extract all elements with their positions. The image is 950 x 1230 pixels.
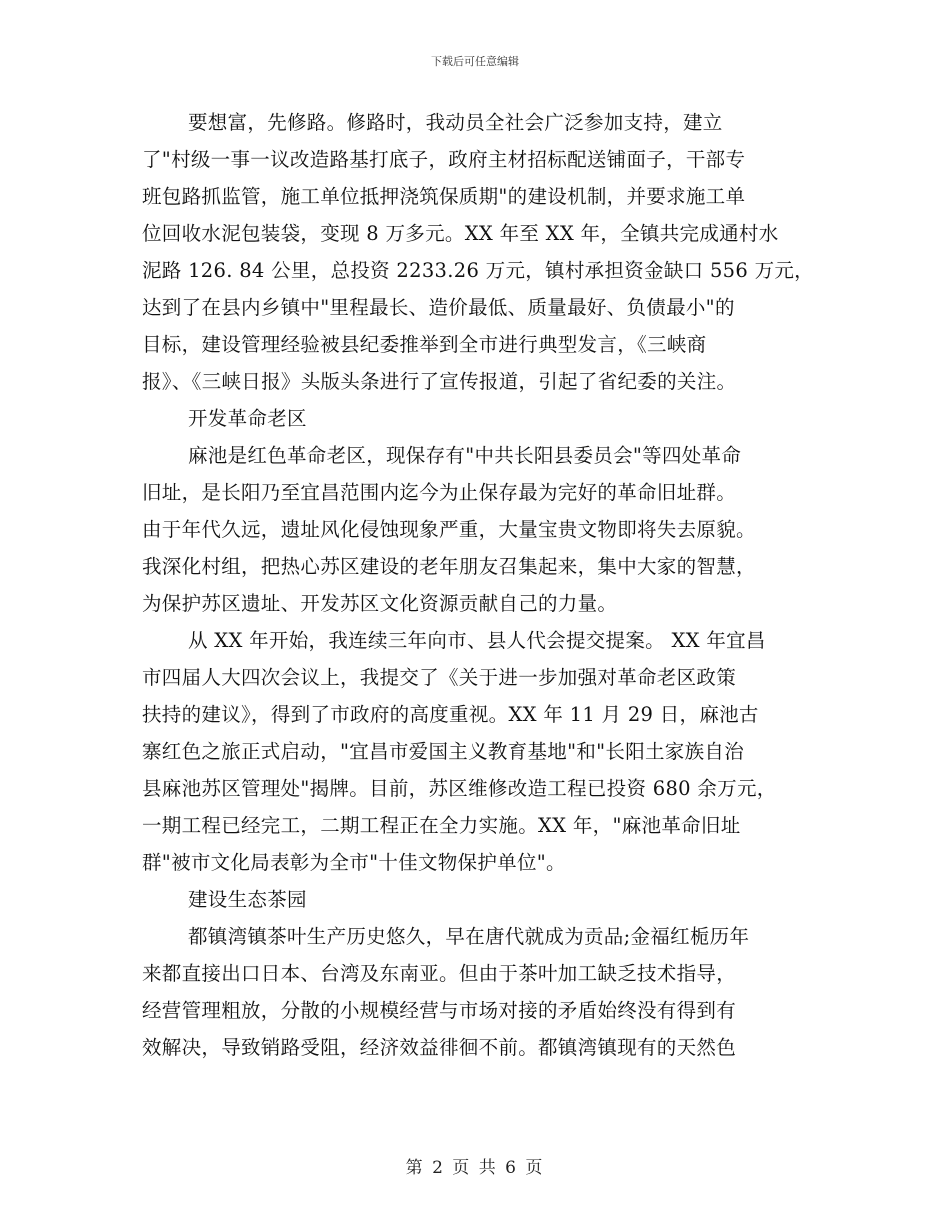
text-line: 了"村级一事一议改造路基打底子，政府主材招标配送铺面子，干部专 xyxy=(142,148,746,171)
text-line: 要想富，先修路。修路时，我动员全社会广泛参加支持，建立 xyxy=(188,111,723,134)
text-line: 旧址，是长阳乃至宜昌范围内迄今为止保存最为完好的革命旧址群。 xyxy=(142,481,737,504)
page-header: 下载后可任意编辑 xyxy=(431,55,519,68)
text-line: 开发革命老区 xyxy=(188,407,307,430)
text-line: 位回收水泥包装袋，变现 8 万多元。XX 年至 XX 年，全镇共完成通村水 xyxy=(142,222,779,245)
text-line: 县麻池苏区管理处"揭牌。目前，苏区维修改造工程已投资 680 余万元， xyxy=(142,777,777,800)
text-line: 为保护苏区遗址、开发苏区文化资源贡献自己的力量。 xyxy=(142,592,618,615)
text-line: 建设生态茶园 xyxy=(188,888,307,911)
text-line: 达到了在县内乡镇中"里程最长、造价最低、质量最好、负债最小"的 xyxy=(142,296,735,319)
text-line: 麻池是红色革命老区，现保存有"中共长阳县委员会"等四处革命 xyxy=(188,444,742,467)
text-line: 我深化村组，把热心苏区建设的老年朋友召集起来，集中大家的智慧， xyxy=(142,555,756,578)
text-line: 由于年代久远，遗址风化侵蚀现象严重，大量宝贵文物即将失去原貌。 xyxy=(142,518,756,541)
text-line: 报》、《三峡日报》头版头条进行了宣传报道，引起了省纪委的关注。 xyxy=(142,370,737,393)
text-line: 都镇湾镇茶叶生产历史悠久，早在唐代就成为贡品;金福红栀历年 xyxy=(188,925,750,948)
text-line: 目标，建设管理经验被县纪委推举到全市进行典型发言，《三峡商 xyxy=(142,333,707,356)
text-line: 班包路抓监管，施工单位抵押浇筑保质期"的建设机制，并要求施工单 xyxy=(142,185,746,208)
text-line: 经营管理粗放，分散的小规模经营与市场对接的矛盾始终没有得到有 xyxy=(142,999,737,1022)
text-line: 扶持的建议》，得到了市政府的高度重视。XX 年 11 月 29 日，麻池古 xyxy=(142,703,759,726)
text-line: 泥路 126. 84 公里，总投资 2233.26 万元，镇村承担资金缺口 556 万元， xyxy=(142,259,814,282)
text-line: 来都直接出口日本、台湾及东南亚。但由于茶叶加工缺乏技术指导， xyxy=(142,962,737,985)
text-line: 一期工程已经完工，二期工程正在全力实施。XX 年，"麻池革命旧址 xyxy=(142,814,741,837)
document-body xyxy=(142,104,832,1066)
text-line: 寨红色之旅正式启动，"宜昌市爱国主义教育基地"和"长阳土家族自治 xyxy=(142,740,745,763)
text-line: 市四届人大四次会议上，我提交了《关于进一步加强对革命老区政策 xyxy=(142,666,737,689)
text-line: 效解决，导致销路受阻，经济效益徘徊不前。都镇湾镇现有的天然色 xyxy=(142,1036,737,1059)
text-line: 群"被市文化局表彰为全市"十佳文物保护单位"。 xyxy=(142,851,566,874)
page-number-footer: 第 2 页 共 6 页 xyxy=(405,1158,545,1178)
text-line: 从 XX 年开始，我连续三年向市、县人代会提交提案。 XX 年宜昌 xyxy=(188,629,766,652)
